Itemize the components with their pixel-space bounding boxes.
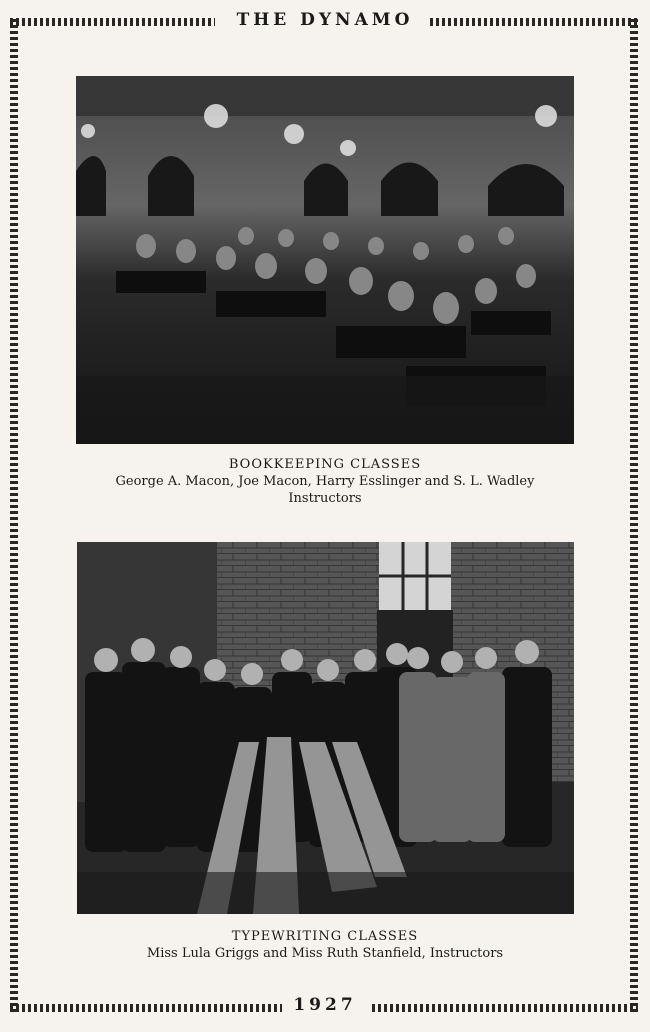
decorative-border-left <box>10 18 18 1012</box>
typewriting-caption <box>40 928 610 962</box>
typewriting-instructors: Miss Lula Griggs and Miss Ruth Stanfield, Instructors <box>146 946 504 961</box>
group-photo-icon <box>77 542 574 914</box>
page-header-title: THE DYNAMO <box>236 10 414 30</box>
page-footer-year: 1927 <box>293 995 357 1015</box>
bookkeeping-instructors: George A. Macon, Joe Macon, Harry Esslinger and S. L. Wadley <box>115 474 535 489</box>
bookkeeping-title: BOOKKEEPING CLASSES <box>228 457 422 472</box>
bookkeeping-caption <box>40 456 610 507</box>
bookkeeping-instructors-label: Instructors <box>288 491 362 506</box>
classroom-photo-icon <box>76 76 574 444</box>
decorative-border-right <box>630 18 638 1012</box>
typewriting-group-photo <box>77 542 574 914</box>
bookkeeping-classroom-photo <box>76 76 574 444</box>
typewriting-title: TYPEWRITING CLASSES <box>231 929 419 944</box>
